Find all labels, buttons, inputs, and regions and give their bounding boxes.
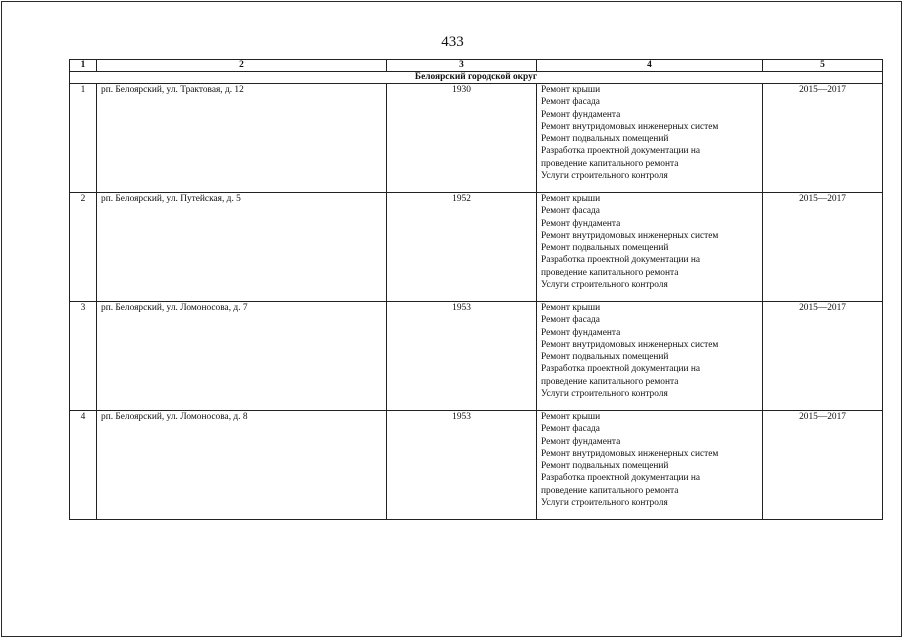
- table-row: [70, 302, 883, 411]
- row-works: [537, 193, 763, 302]
- work-item: Разработка проектной документации на: [541, 146, 701, 157]
- work-item: Ремонт крыши: [541, 194, 601, 204]
- work-item: Ремонт фундамента: [541, 218, 621, 229]
- work-item: Ремонт подвальных помещений: [541, 352, 669, 363]
- work-item: проведение капитального ремонта: [541, 158, 679, 169]
- header-col-3: 3: [387, 60, 537, 72]
- header-col-4: 4: [537, 60, 763, 72]
- work-item: Ремонт внутридомовых инженерных систем: [541, 121, 719, 132]
- work-item: проведение капитального ремонта: [541, 485, 679, 496]
- row-works: [537, 84, 763, 193]
- work-item: Ремонт фасада: [541, 424, 600, 435]
- row-number: 4: [70, 411, 97, 520]
- work-item: Ремонт фундамента: [541, 436, 621, 447]
- row-year: 1952: [387, 193, 537, 302]
- row-address: рп. Белоярский, ул. Путейская, д. 5: [97, 193, 387, 302]
- row-address: рп. Белоярский, ул. Трактовая, д. 12: [97, 84, 387, 193]
- work-item: Ремонт крыши: [541, 303, 601, 313]
- work-item: Услуги строительного контроля: [541, 171, 668, 182]
- row-period: 2015—2017: [763, 193, 883, 302]
- page-number: 433: [441, 34, 464, 50]
- row-period: 2015—2017: [763, 84, 883, 193]
- row-address: рп. Белоярский, ул. Ломоносова, д. 7: [97, 302, 387, 411]
- header-col-5: 5: [763, 60, 883, 72]
- row-number: 2: [70, 193, 97, 302]
- row-period: 2015—2017: [763, 302, 883, 411]
- work-item: Услуги строительного контроля: [541, 498, 668, 509]
- row-year: 1953: [387, 411, 537, 520]
- work-item: Ремонт подвальных помещений: [541, 134, 669, 145]
- table-row: [70, 84, 883, 193]
- work-item: Ремонт фундамента: [541, 327, 621, 338]
- work-item: Ремонт подвальных помещений: [541, 243, 669, 254]
- header-col-1: 1: [70, 60, 97, 72]
- row-year: 1953: [387, 302, 537, 411]
- table-row: [70, 193, 883, 302]
- section-title: Белоярский городской округ: [70, 72, 883, 84]
- work-item: Ремонт внутридомовых инженерных систем: [541, 230, 719, 241]
- work-item: Ремонт фасада: [541, 206, 600, 217]
- work-item: Услуги строительного контроля: [541, 280, 668, 291]
- row-year: 1930: [387, 84, 537, 193]
- row-number: 3: [70, 302, 97, 411]
- row-number: 1: [70, 84, 97, 193]
- work-item: Разработка проектной документации на: [541, 473, 701, 484]
- work-item: Разработка проектной документации на: [541, 255, 701, 266]
- row-address: рп. Белоярский, ул. Ломоносова, д. 8: [97, 411, 387, 520]
- header-col-2: 2: [97, 60, 387, 72]
- work-item: Ремонт подвальных помещений: [541, 461, 669, 472]
- work-item: Ремонт фундамента: [541, 109, 621, 120]
- table-row: [70, 411, 883, 520]
- section-row: [70, 72, 883, 84]
- work-item: Ремонт фасада: [541, 97, 600, 108]
- row-works: [537, 302, 763, 411]
- repair-schedule-table: [69, 59, 883, 520]
- work-item: проведение капитального ремонта: [541, 376, 679, 387]
- work-item: проведение капитального ремонта: [541, 267, 679, 278]
- work-item: Разработка проектной документации на: [541, 364, 701, 375]
- work-item: Услуги строительного контроля: [541, 389, 668, 400]
- work-item: Ремонт крыши: [541, 412, 601, 422]
- row-period: 2015—2017: [763, 411, 883, 520]
- row-works: [537, 411, 763, 520]
- work-item: Ремонт внутридомовых инженерных систем: [541, 448, 719, 459]
- header-row: [70, 60, 883, 72]
- work-item: Ремонт внутридомовых инженерных систем: [541, 339, 719, 350]
- work-item: Ремонт крыши: [541, 85, 601, 95]
- work-item: Ремонт фасада: [541, 315, 600, 326]
